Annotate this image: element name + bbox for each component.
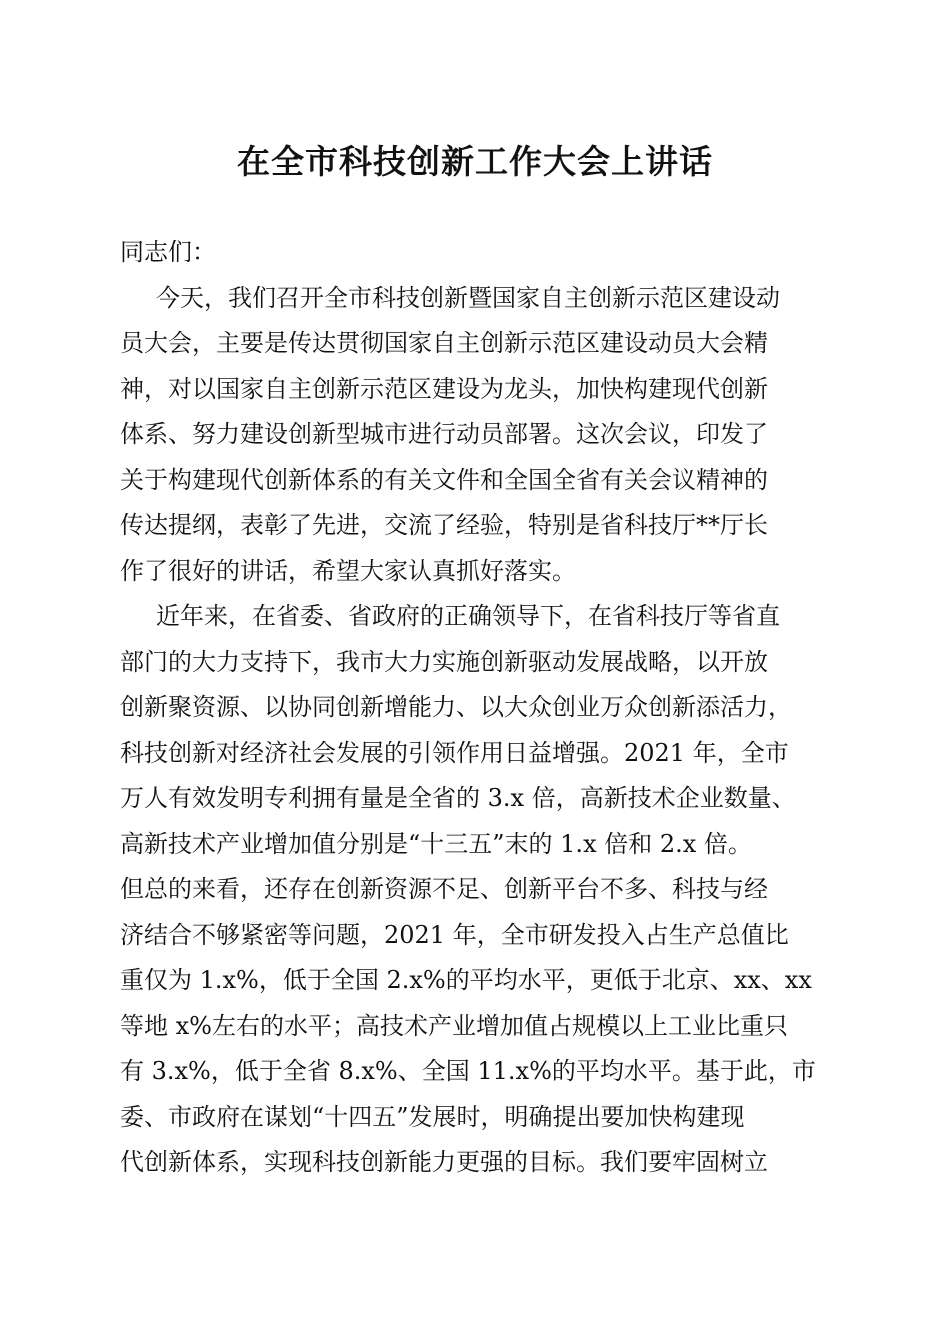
paragraph-line: 员大会，主要是传达贯彻国家自主创新示范区建设动员大会精 xyxy=(120,329,768,357)
paragraph-line: 近年来，在省委、省政府的正确领导下，在省科技厅等省直 xyxy=(156,602,780,630)
paragraph-line: 济结合不够紧密等问题，2021 年，全市研发投入占生产总值比 xyxy=(120,920,789,949)
paragraph-2 xyxy=(120,594,840,1186)
paragraph-line: 等地 x%左右的水平；高技术产业增加值占规模以上工业比重只 xyxy=(120,1011,788,1040)
paragraph-line: 委、市政府在谋划“十四五”发展时，明确提出要加快构建现 xyxy=(120,1102,745,1131)
paragraph-line: 部门的大力支持下，我市大力实施创新驱动发展战略，以开放 xyxy=(120,647,768,676)
paragraph-line: 作了很好的讲话，希望大家认真抓好落实。 xyxy=(120,556,576,585)
paragraph-line: 传达提纲，表彰了先进，交流了经验，特别是省科技厅**厅长 xyxy=(120,511,768,539)
paragraph-line: 代创新体系，实现科技创新能力更强的目标。我们要牢固树立 xyxy=(120,1148,768,1176)
paragraph-1 xyxy=(120,276,840,595)
paragraph-line: 关于构建现代创新体系的有关文件和全国全省有关会议精神的 xyxy=(120,465,768,494)
salutation: 同志们： xyxy=(120,238,216,266)
paragraph-line: 万人有效发明专利拥有量是全省的 3.x 倍，高新技术企业数量、 xyxy=(120,784,796,812)
paragraph-line: 体系、努力建设创新型城市进行动员部署。这次会议，印发了 xyxy=(120,420,768,448)
paragraph-line: 高新技术产业增加值分别是“十三五”末的 1.x 倍和 2.x 倍。 xyxy=(120,829,752,858)
paragraph-line: 创新聚资源、以协同创新增能力、以大众创业万众创新添活力， xyxy=(120,693,792,721)
paragraph-line: 重仅为 1.x%，低于全国 2.x%的平均水平，更低于北京、xx、xx xyxy=(120,966,812,994)
paragraph-line: 神，对以国家自主创新示范区建设为龙头，加快构建现代创新 xyxy=(120,374,768,403)
document-title: 在全市科技创新工作大会上讲话 xyxy=(237,142,713,181)
paragraph-line: 有 3.x%，低于全省 8.x%、全国 11.x%的平均水平。基于此，市 xyxy=(120,1057,816,1085)
document-body xyxy=(120,230,840,1186)
paragraph-line: 今天，我们召开全市科技创新暨国家自主创新示范区建设动 xyxy=(156,283,780,312)
paragraph-line: 科技创新对经济社会发展的引领作用日益增强。2021 年，全市 xyxy=(120,738,789,767)
paragraph-line: 但总的来看，还存在创新资源不足、创新平台不多、科技与经 xyxy=(120,875,768,903)
